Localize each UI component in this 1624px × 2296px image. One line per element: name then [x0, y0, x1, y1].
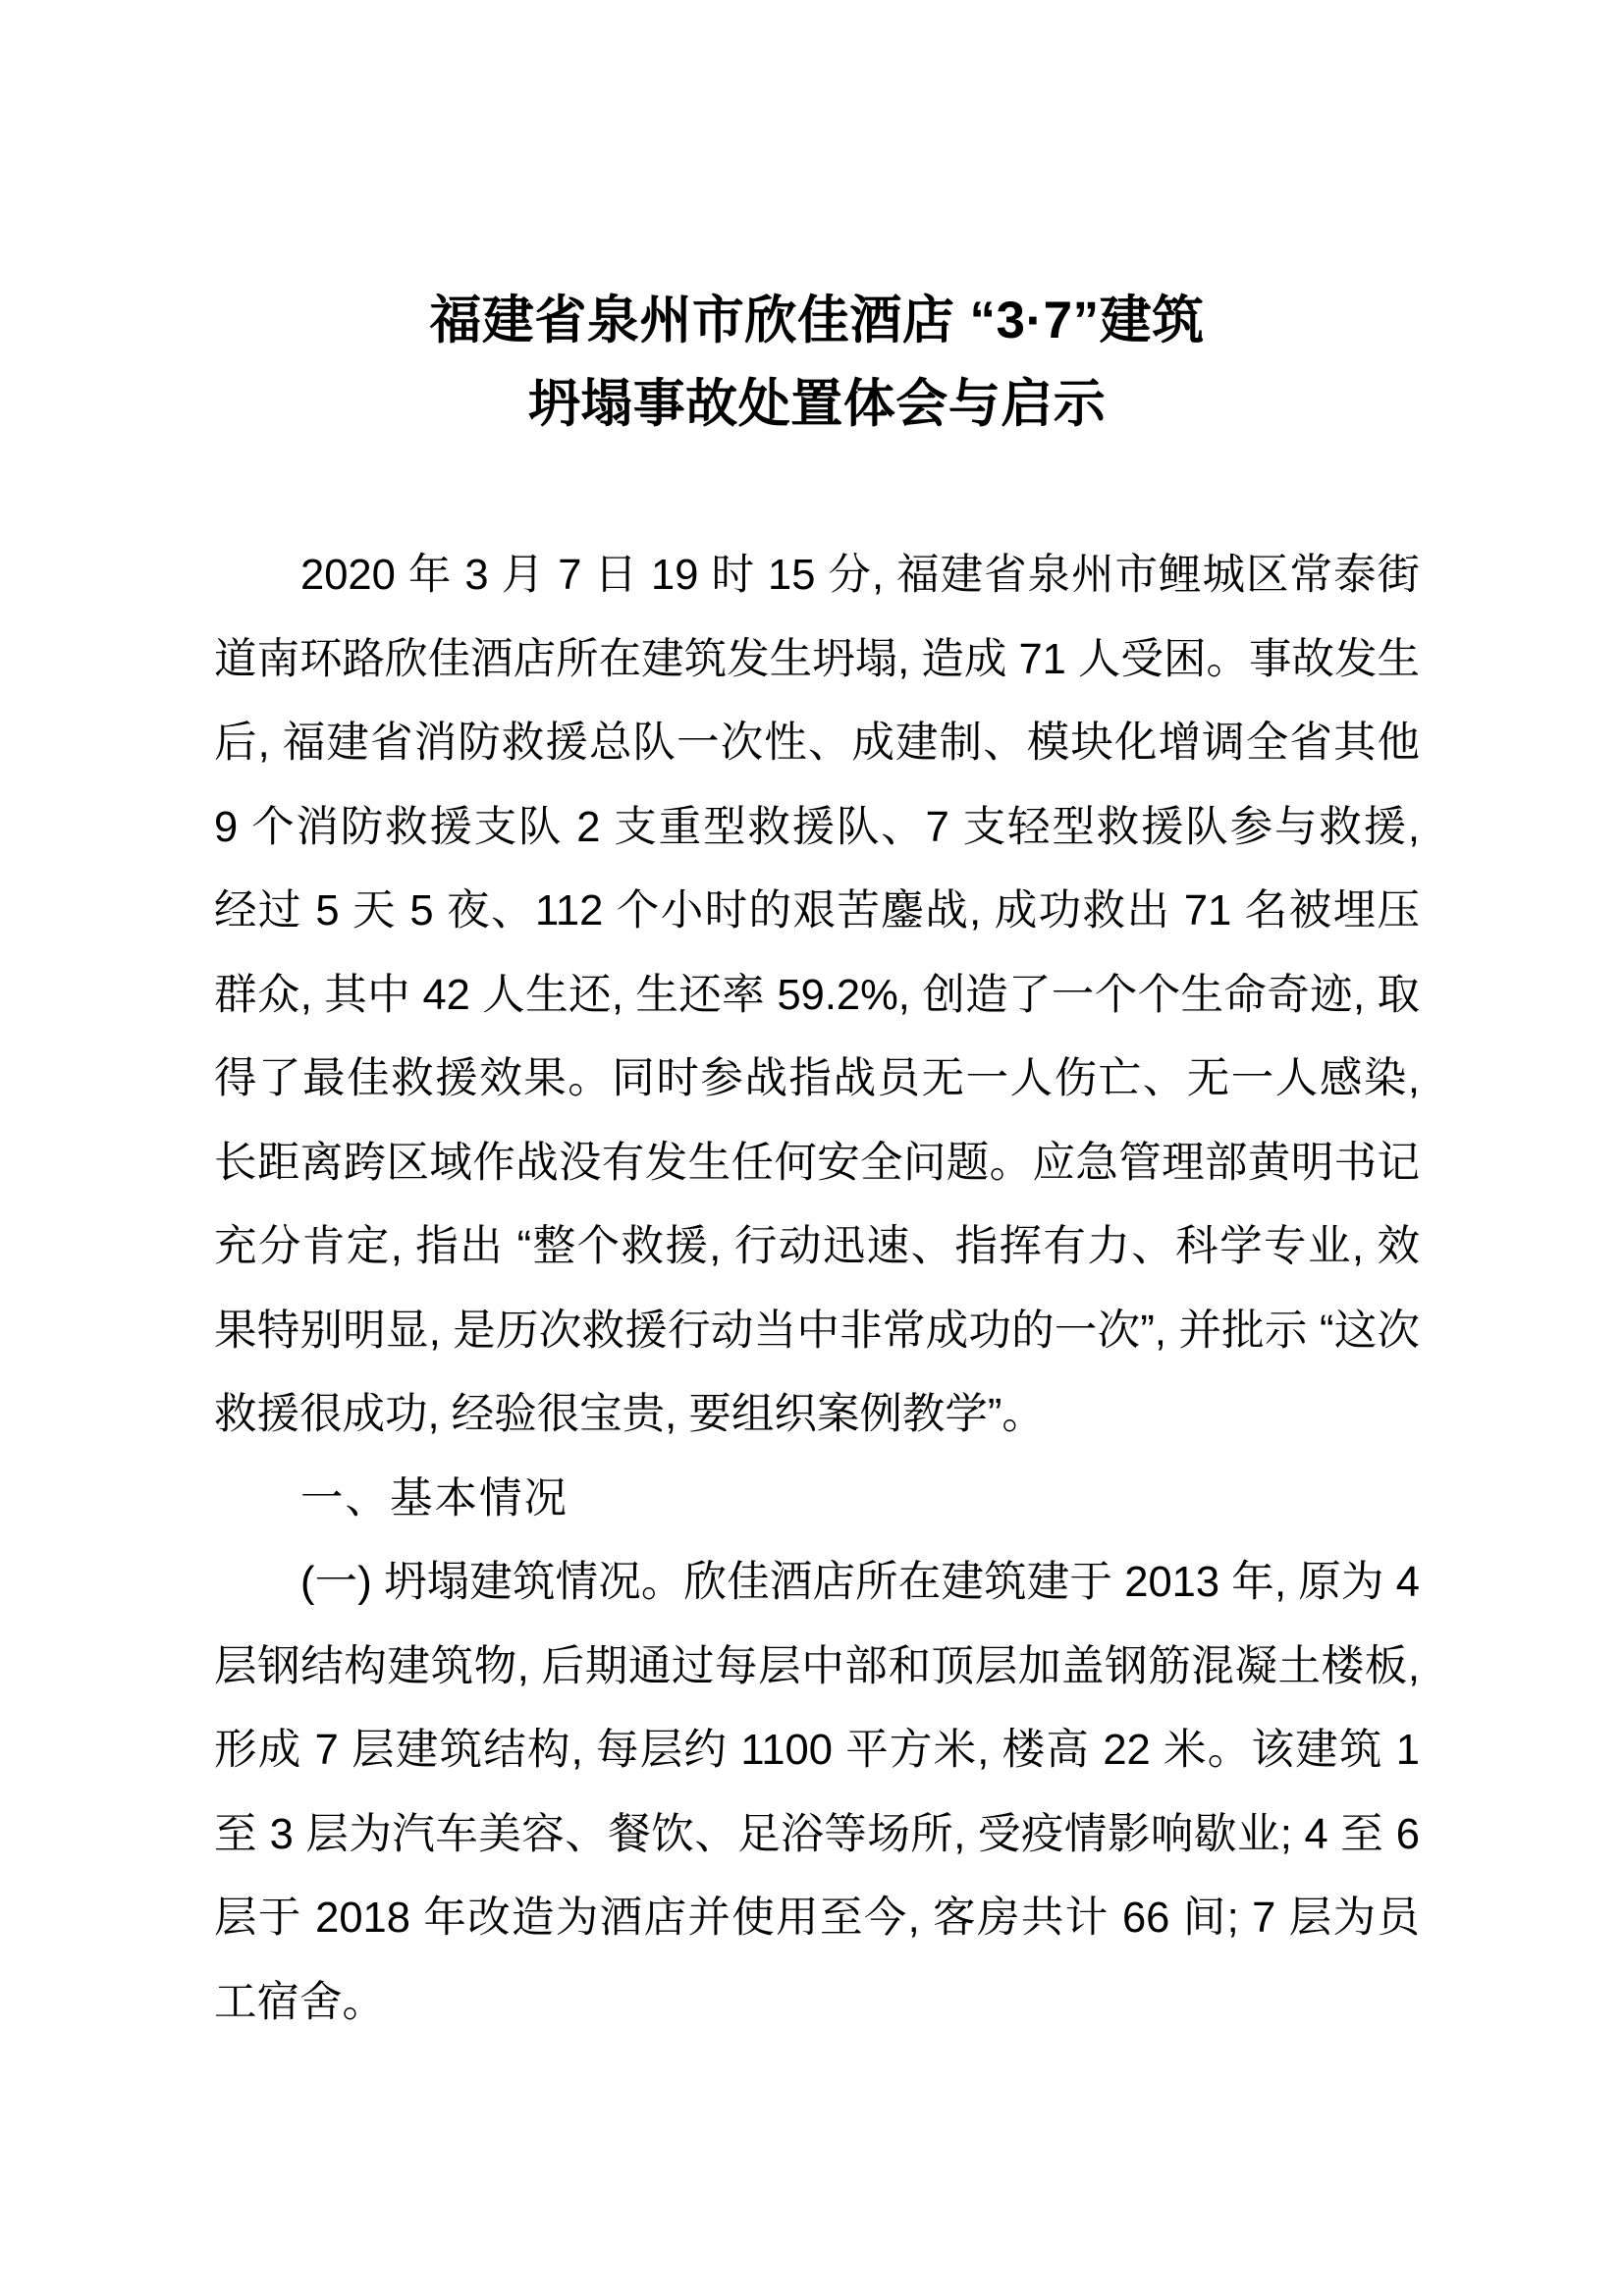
title-line-2: 坍塌事故处置体会与启示	[527, 375, 1107, 433]
title-line-1: 福建省泉州市欣佳酒店 “3·7”建筑	[429, 292, 1205, 349]
title-body-spacer	[214, 446, 1420, 534]
page-title	[214, 0, 1420, 446]
document-body	[214, 0, 1420, 2045]
paragraph-intro: 2020 年 3 月 7 日 19 时 15 分, 福建省泉州市鲤城区常泰街道南环路欣佳酒店所在建筑发生坍塌, 造成 71 人受困。事故发生后, 福建省消防救援总队一次性、成建制、模块化增调全省其他 9 个消防救援支队 2 支重型救援队、7 支轻型救援队参与救援, 经过 5 天 5 夜、112 个小时的艰苦鏖战, 成功救出 71 名被埋压群众, 其中 42 人生还, 生还率 59.2%, 创造了一个个生命奇迹, 取得了最佳救援效果。同时参战指战员无一人伤亡、无一人感染, 长距离跨区域作战没有发生任何安全问题。应急管理部黄明书记充分肯定, 指出 “整个救援, 行动迅速、指挥有力、科学专业, 效果特别明显, 是历次救援行动当中非常成功的一次”, 并批示 “这次救援很成功, 经验很宝贵, 要组织案例教学”。	[214, 552, 1420, 1438]
section-heading-basic-situation: 一、基本情况	[300, 1474, 568, 1522]
paragraph-collapse-building: (一) 坍塌建筑情况。欣佳酒店所在建筑建于 2013 年, 原为 4 层钢结构建筑物, 后期通过每层中部和顶层加盖钢筋混凝土楼板, 形成 7 层建筑结构, 每层约 1100 平方米, 楼高 22 米。该建筑 1 至 3 层为汽车美容、餐饮、足浴等场所, 受疫情影响歇业; 4 至 6 层于 2018 年改造为酒店并使用至今, 客房共计 66 间; 7 层为员工宿舍。	[214, 1559, 1420, 2026]
